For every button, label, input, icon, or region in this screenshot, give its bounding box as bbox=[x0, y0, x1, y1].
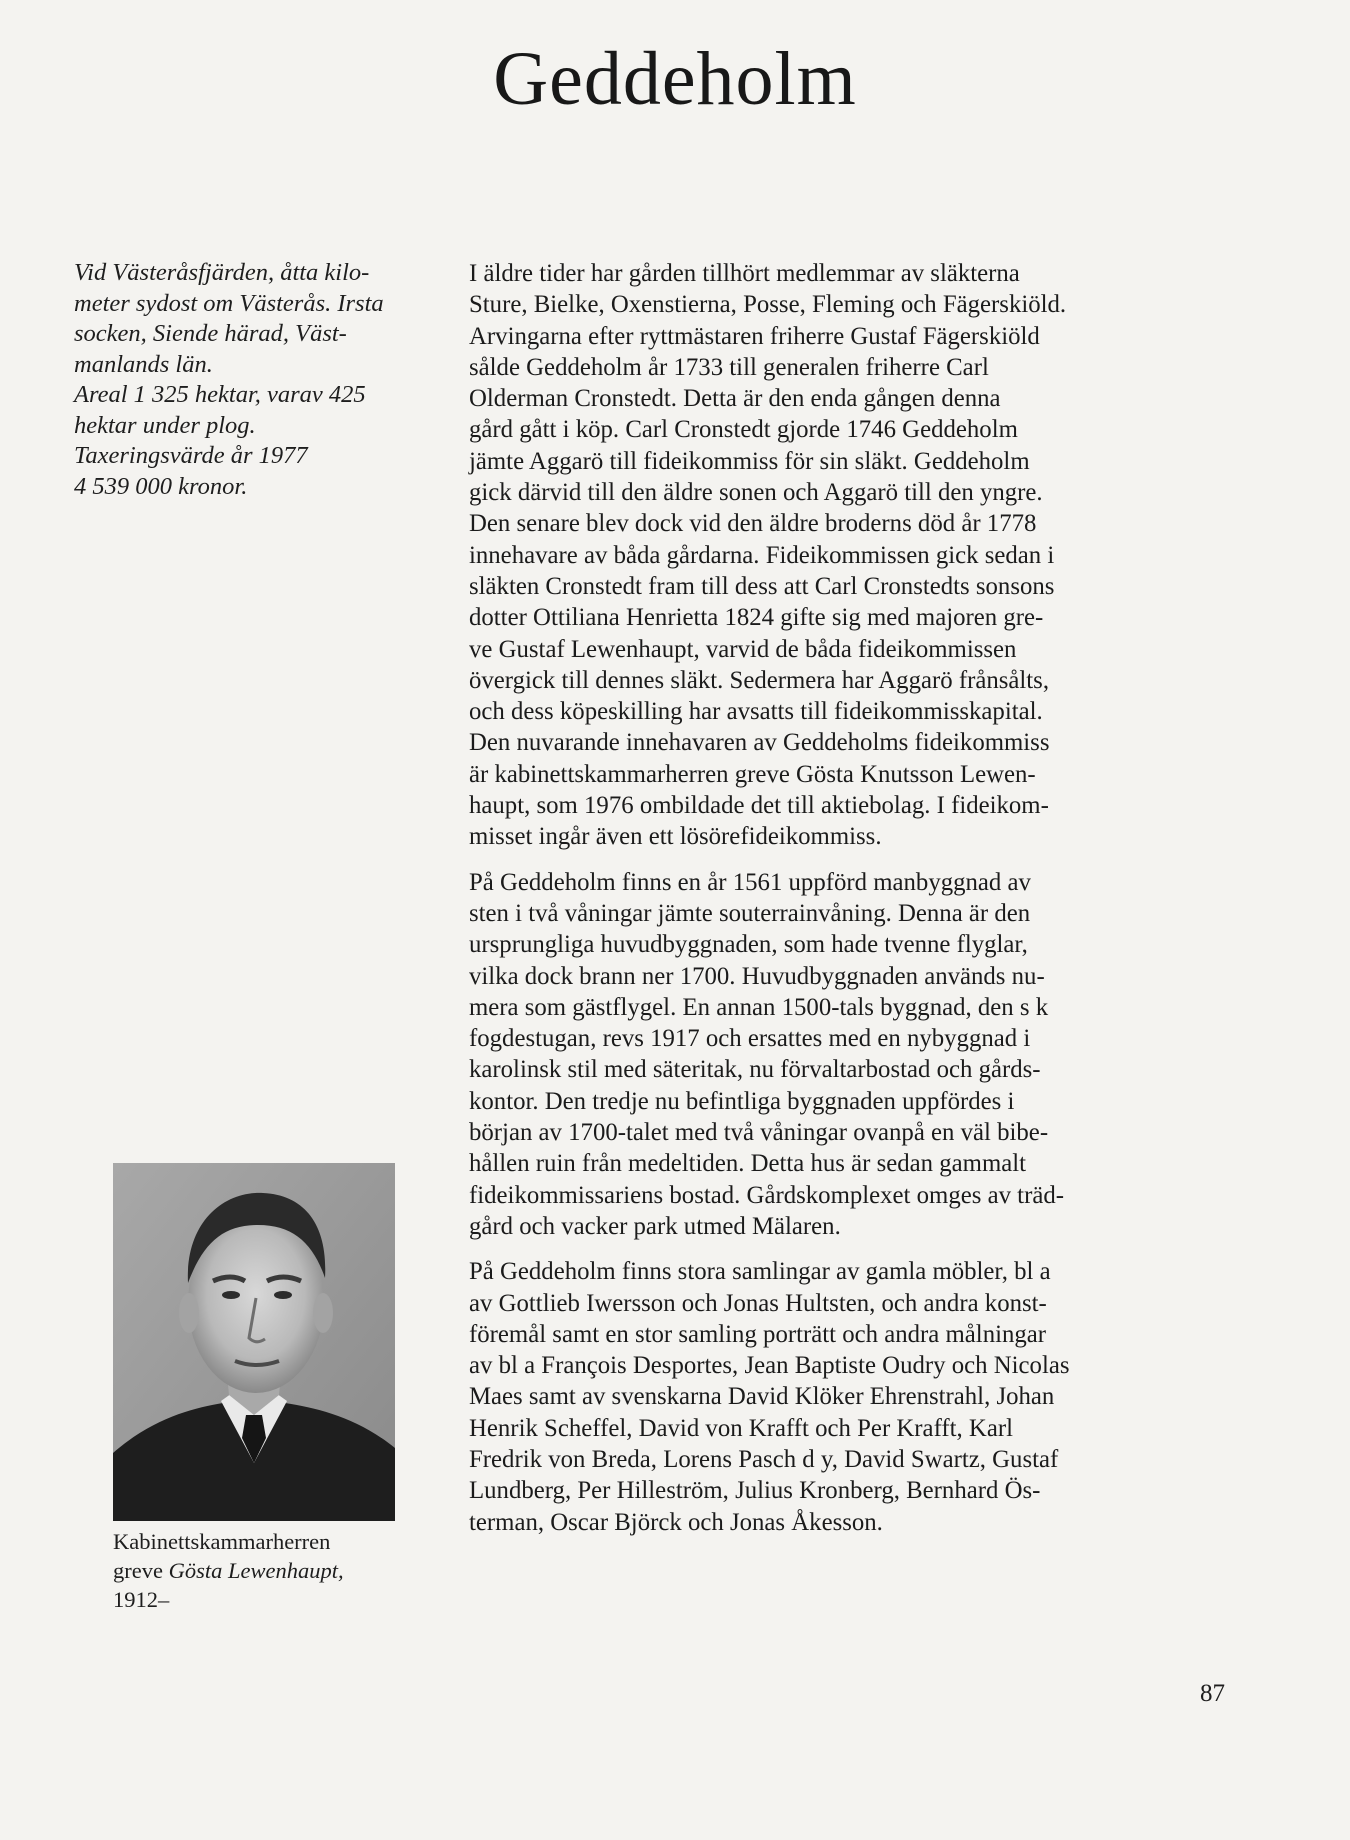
article-body bbox=[469, 258, 1225, 1552]
text-line: och dess köpeskilling har avsatts till fideikommisskapital. bbox=[469, 698, 1043, 726]
text-line: Fredrik von Breda, Lorens Pasch d y, David Swartz, Gustaf bbox=[469, 1445, 1059, 1473]
text-line: Olderman Cronstedt. Detta är den enda gången denna bbox=[469, 385, 1001, 413]
page-number: 87 bbox=[1200, 1680, 1225, 1707]
text-line: misset ingår även ett lösörefideikommiss. bbox=[469, 823, 882, 851]
text-line: släkten Cronstedt fram till dess att Carl Cronstedts sonsons bbox=[469, 572, 1055, 600]
text-line: innehavare av båda gårdarna. Fideikommissen gick sedan i bbox=[469, 541, 1055, 569]
estate-facts bbox=[74, 258, 444, 502]
text-line: av Gottlieb Iwersson och Jonas Hultsten, och andra konst- bbox=[469, 1289, 1047, 1317]
facts-line: manlands län. bbox=[74, 350, 213, 378]
text-line: sten i två våningar jämte souterrainvåning. Denna är den bbox=[469, 899, 1031, 927]
caption-name: Gösta Lewenhaupt, bbox=[168, 1558, 344, 1583]
text-line: dotter Ottiliana Henrietta 1824 gifte sig med majoren gre- bbox=[469, 604, 1044, 632]
facts-line: Taxeringsvärde år 1977 bbox=[74, 442, 308, 469]
facts-line: socken, Siende härad, Väst- bbox=[74, 320, 347, 347]
facts-line: Areal 1 325 hektar, varav 425 bbox=[74, 381, 366, 408]
text-line: mera som gästflygel. En annan 1500-tals byggnad, den s k bbox=[469, 993, 1049, 1021]
text-line: karolinsk stil med säteritak, nu förvaltarbostad och gårds- bbox=[469, 1056, 1041, 1084]
text-line: Sture, Bielke, Oxenstierna, Posse, Fleming och Fägerskiöld. bbox=[469, 291, 1067, 319]
text-line: På Geddeholm finns stora samlingar av gamla möbler, bl a bbox=[469, 1258, 1051, 1286]
facts-line: meter sydost om Västerås. Irsta bbox=[74, 289, 384, 317]
facts-line: 4 539 000 kronor. bbox=[74, 472, 248, 500]
text-line: vilka dock brann ner 1700. Huvudbyggnaden används nu- bbox=[469, 962, 1045, 990]
text-line: är kabinettskammarherren greve Gösta Knutsson Lewen- bbox=[469, 760, 1036, 788]
portrait-photo bbox=[113, 1163, 395, 1521]
text-line: Maes samt av svenskarna David Klöker Ehrenstrahl, Johan bbox=[469, 1383, 1055, 1411]
text-line: jämte Aggarö till fideikommiss för sin släkt. Geddeholm bbox=[469, 447, 1030, 475]
text-line: haupt, som 1976 ombildade det till aktiebolag. I fideikom- bbox=[469, 792, 1049, 820]
page-title: Geddeholm bbox=[493, 37, 857, 121]
text-line: ursprungliga huvudbyggnaden, som hade tvenne flyglar, bbox=[469, 931, 1028, 959]
text-line: sålde Geddeholm år 1733 till generalen friherre Carl bbox=[469, 353, 989, 381]
text-line: föremål samt en stor samling porträtt och andra målningar bbox=[469, 1320, 1047, 1348]
text-line: gård och vacker park utmed Mälaren. bbox=[469, 1212, 841, 1240]
text-line: Lundberg, Per Hilleström, Julius Kronberg, Bernhard Ös- bbox=[469, 1477, 1041, 1505]
text-line: Henrik Scheffel, David von Krafft och Per Krafft, Karl bbox=[469, 1414, 1013, 1442]
text-line: terman, Oscar Björck och Jonas Åkesson. bbox=[469, 1508, 883, 1536]
text-line: fideikommissariens bostad. Gårdskomplexet omges av träd- bbox=[469, 1181, 1064, 1209]
text-line: Den senare blev dock vid den äldre broderns död år 1778 bbox=[469, 510, 1037, 538]
paragraph bbox=[469, 1256, 1225, 1538]
text-line: av bl a François Desportes, Jean Baptiste Oudry och Nicolas bbox=[469, 1352, 1070, 1380]
text-line: På Geddeholm finns en år 1561 uppförd manbyggnad av bbox=[469, 868, 1031, 896]
text-line: gick därvid till den äldre sonen och Aggarö till den yngre. bbox=[469, 479, 1043, 507]
facts-line: Vid Västeråsfjärden, åtta kilo- bbox=[74, 259, 370, 286]
text-line: ve Gustaf Lewenhaupt, varvid de båda fideikommissen bbox=[469, 635, 1017, 663]
caption-title: Kabinettskammarherren bbox=[113, 1529, 331, 1554]
text-line: I äldre tider har gården tillhört medlemmar av släkterna bbox=[469, 260, 1020, 287]
text-line: fogdestugan, revs 1917 och ersattes med en nybyggnad i bbox=[469, 1025, 1031, 1053]
caption-years: 1912– bbox=[113, 1587, 170, 1612]
caption-name-line bbox=[113, 1556, 413, 1585]
paragraph bbox=[469, 867, 1225, 1243]
text-line: början av 1700-talet med två våningar ovanpå en väl bibe- bbox=[469, 1119, 1049, 1147]
text-line: kontor. Den tredje nu befintliga byggnaden uppfördes i bbox=[469, 1087, 1015, 1115]
portrait-caption bbox=[113, 1527, 413, 1614]
facts-line: hektar under plog. bbox=[74, 411, 256, 439]
paragraph bbox=[469, 258, 1225, 853]
text-line: Den nuvarande innehavaren av Geddeholms fideikommiss bbox=[469, 729, 1050, 757]
caption-prefix: greve bbox=[113, 1558, 169, 1583]
text-line: övergick till dennes släkt. Sedermera har Aggarö frånsålts, bbox=[469, 666, 1050, 694]
text-line: gård gått i köp. Carl Cronstedt gjorde 1746 Geddeholm bbox=[469, 416, 1018, 444]
text-line: Arvingarna efter ryttmästaren friherre Gustaf Fägerskiöld bbox=[469, 322, 1040, 350]
text-line: hållen ruin från medeltiden. Detta hus är sedan gammalt bbox=[469, 1150, 1027, 1178]
